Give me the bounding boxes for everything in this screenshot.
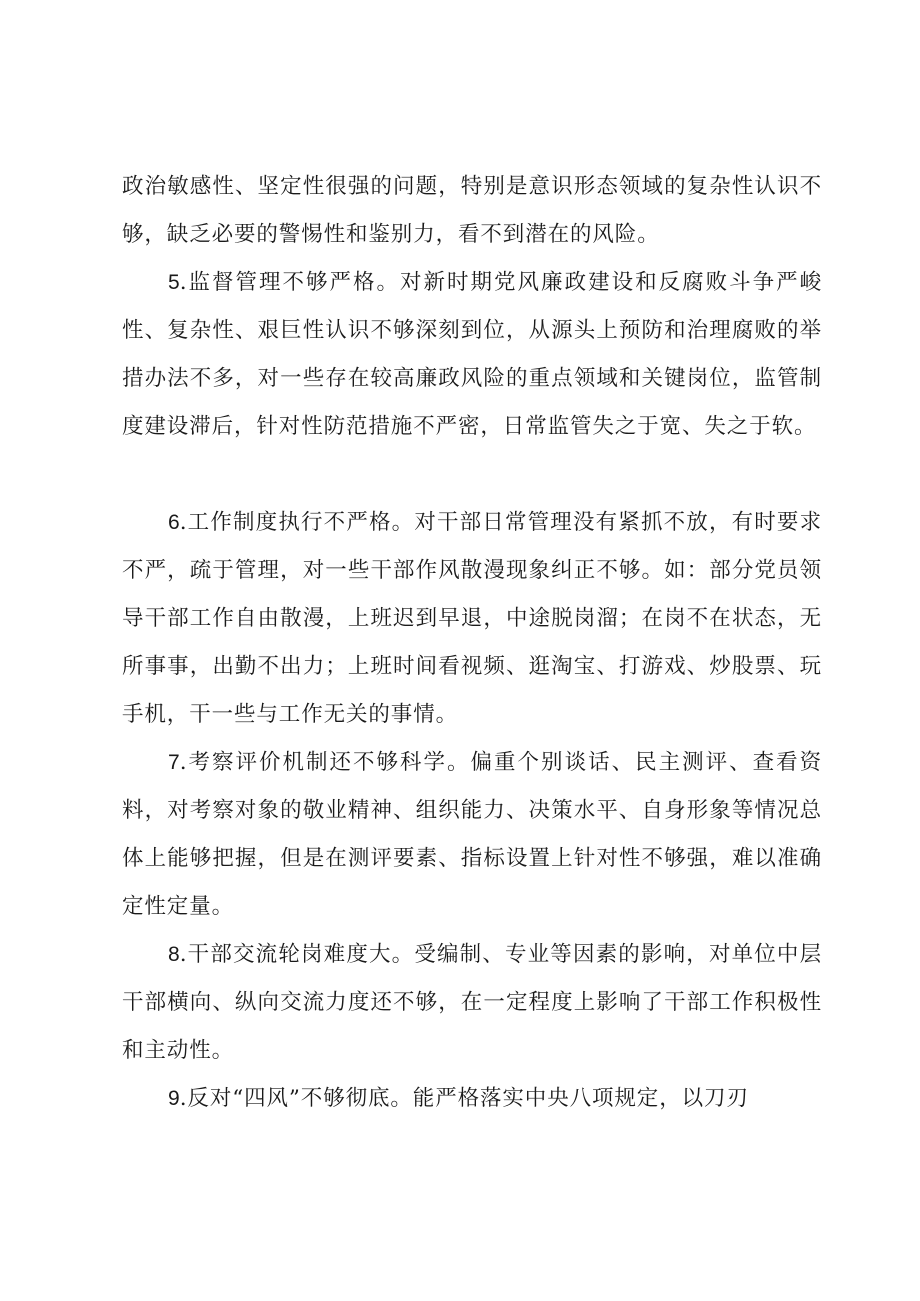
paragraph-continuation xyxy=(122,163,822,259)
paragraph-text: .监督管理不够严格。对新时期党风廉政建设和反腐败斗争严峻性、复杂性、艰巨性认识不够深刻到位，从源头上预防和治理腐败的举措办法不多，对一些存在较高廉政风险的重点领域和关键岗位，监管制度建设滞后，针对性防范措施不严密，日常监管失之于宽、失之于软。 xyxy=(122,270,822,439)
paragraph-text: .考察评价机制还不够科学。偏重个别谈话、民主测评、查看资料，对考察对象的敬业精神、组织能力、决策水平、自身形象等情况总体上能够把握，但是在测评要素、指标设置上针对性不够强，难以准确定性定量。 xyxy=(122,750,822,919)
paragraph-text: 政治敏感性、坚定性很强的问题，特别是意识形态领域的复杂性认识不够，缺乏必要的警惕性和鉴别力，看不到潜在的风险。 xyxy=(122,174,822,247)
paragraph-item-5 xyxy=(122,259,822,451)
item-number: 7 xyxy=(168,751,180,774)
item-number: 5 xyxy=(168,271,180,294)
paragraph-item-9 xyxy=(122,1075,822,1123)
paragraph-text: .干部交流轮岗难度大。受编制、专业等因素的影响，对单位中层干部横向、纵向交流力度还不够，在一定程度上影响了干部工作积极性和主动性。 xyxy=(122,942,822,1063)
item-number: 6 xyxy=(168,511,180,534)
paragraph-text: .工作制度执行不严格。对干部日常管理没有紧抓不放，有时要求不严，疏于管理，对一些干部作风散漫现象纠正不够。如：部分党员领导干部工作自由散漫，上班迟到早退，中途脱岗溜；在岗不在状态，无所事事，出勤不出力；上班时间看视频、逛淘宝、打游戏、炒股票、玩手机，干一些与工作无关的事情。 xyxy=(122,510,822,727)
paragraph-item-6 xyxy=(122,499,822,739)
paragraph-item-7 xyxy=(122,739,822,931)
paragraph-item-8 xyxy=(122,931,822,1075)
paragraph-text: .反对“四风”不够彻底。能严格落实中央八项规定，以刀刃 xyxy=(179,1086,749,1111)
item-number: 9 xyxy=(168,1087,180,1110)
item-number: 8 xyxy=(168,943,180,966)
